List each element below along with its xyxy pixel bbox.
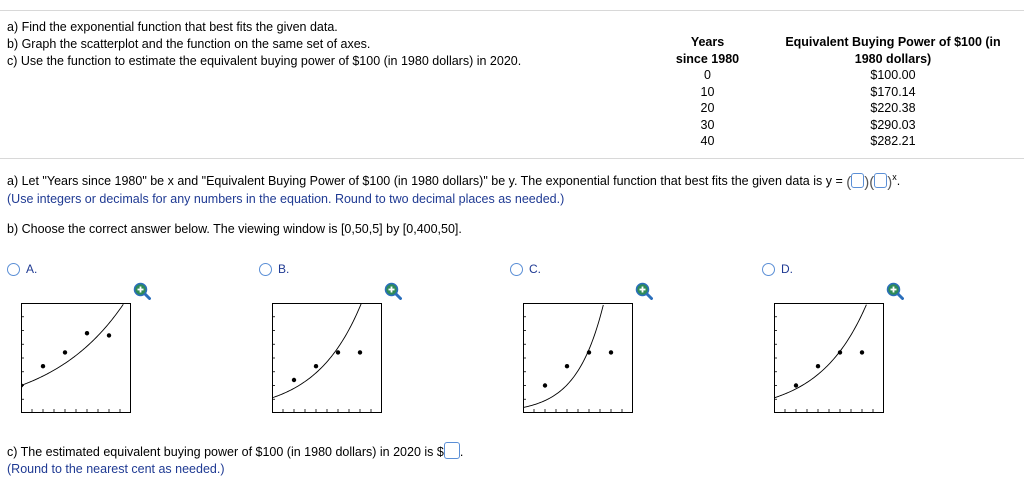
data-point (107, 333, 111, 337)
data-point (41, 364, 45, 368)
year-cell: 40 (700, 134, 715, 148)
buying-power-header-line2: 1980 dollars) (854, 51, 932, 66)
graph-option-b (272, 303, 382, 413)
buying-power-column (768, 34, 1018, 150)
zoom-in-icon[interactable] (133, 282, 151, 300)
answer-a-prompt: a) Let "Years since 1980" be x and "Equivalent Buying Power of $100 (in 1980 dollars)" be y. The exponential function that best fits the given data is y = (7, 174, 843, 189)
estimate-input[interactable] (444, 442, 460, 459)
data-point (860, 350, 864, 354)
option-a-radio[interactable] (7, 263, 20, 276)
answer-b-prompt: b) Choose the correct answer below. The viewing window is [0,50,5] by [0,400,50]. (7, 222, 462, 236)
paren-open-icon: ( (869, 174, 875, 192)
year-cell: 10 (700, 84, 715, 99)
year-cell: 0 (704, 68, 711, 82)
plot-frame (22, 304, 131, 413)
zoom-in-icon[interactable] (384, 282, 402, 300)
option-d-label: D. (781, 262, 793, 276)
part-c-instruction: c) Use the function to estimate the equivalent buying power of $100 (in 1980 dollars) in 2020. (7, 54, 522, 68)
year-cell: 30 (700, 117, 715, 132)
plot-frame (273, 304, 382, 413)
data-point (358, 350, 362, 354)
zoom-in-icon[interactable] (886, 282, 904, 300)
option-d[interactable] (762, 262, 793, 276)
option-c-radio[interactable] (510, 263, 523, 276)
data-point (838, 350, 842, 354)
paren-close-icon: ) (887, 174, 893, 192)
data-point (336, 350, 340, 354)
data-point (314, 364, 318, 368)
years-header-line1: Years (690, 35, 725, 49)
option-a[interactable] (7, 262, 37, 276)
data-point (292, 378, 296, 382)
data-point (63, 350, 67, 354)
part-a-instruction: a) Find the exponential function that best fits the given data. (7, 20, 338, 34)
answer-c-prompt: c) The estimated equivalent buying power of $100 (in 1980 dollars) in 2020 is $ (7, 445, 444, 459)
data-point (587, 350, 591, 354)
buying-power-cell: $282.21 (870, 134, 916, 148)
answer-c-line: c) The estimated equivalent buying power of $100 (in 1980 dollars) in 2020 is $ . (7, 442, 463, 459)
buying-power-cell: $220.38 (870, 101, 916, 115)
base-input[interactable] (874, 173, 887, 188)
part-b-instruction: b) Graph the scatterplot and the function on the same set of axes. (7, 37, 371, 51)
data-point (794, 383, 798, 387)
top-divider (0, 10, 1024, 11)
data-point (565, 364, 569, 368)
answer-c-instruction: (Round to the nearest cent as needed.) (7, 462, 225, 476)
graph-option-d (774, 303, 884, 413)
buying-power-header-line1: Equivalent Buying Power of $100 (in (785, 35, 1001, 49)
option-a-label: A. (26, 262, 38, 276)
answer-a-instruction: (Use integers or decimals for any numbers in the equation. Round to two decimal places as needed.) (7, 192, 565, 206)
zoom-in-icon[interactable] (635, 282, 653, 300)
paren-close-icon: ) (864, 174, 870, 192)
data-point (609, 350, 613, 354)
option-c-label: C. (529, 262, 541, 276)
option-b-label: B. (278, 262, 290, 276)
option-b-radio[interactable] (259, 263, 272, 276)
coefficient-input[interactable] (851, 173, 864, 188)
option-b[interactable] (259, 262, 289, 276)
buying-power-cell: $100.00 (870, 68, 916, 82)
plot-frame (524, 304, 633, 413)
data-point (85, 331, 89, 335)
option-d-radio[interactable] (762, 263, 775, 276)
years-header-line2: since 1980 (675, 51, 740, 66)
years-column (665, 34, 750, 150)
option-c[interactable] (510, 262, 541, 276)
data-point (543, 383, 547, 387)
year-cell: 20 (700, 101, 715, 115)
data-point (816, 364, 820, 368)
answer-a-line: a) Let "Years since 1980" be x and "Equivalent Buying Power of $100 (in 1980 dollars)" be y. The exponential function that best fits the given data is y = ( )( )$^x$. (7, 172, 901, 192)
buying-power-cell: $170.14 (870, 84, 916, 99)
paren-open-icon: ( (846, 174, 852, 192)
graph-option-a (21, 303, 131, 413)
exponent-x: x (892, 172, 897, 182)
plot-frame (775, 304, 884, 413)
buying-power-cell: $290.03 (870, 117, 916, 132)
section-divider (0, 158, 1024, 159)
graph-option-c (523, 303, 633, 413)
